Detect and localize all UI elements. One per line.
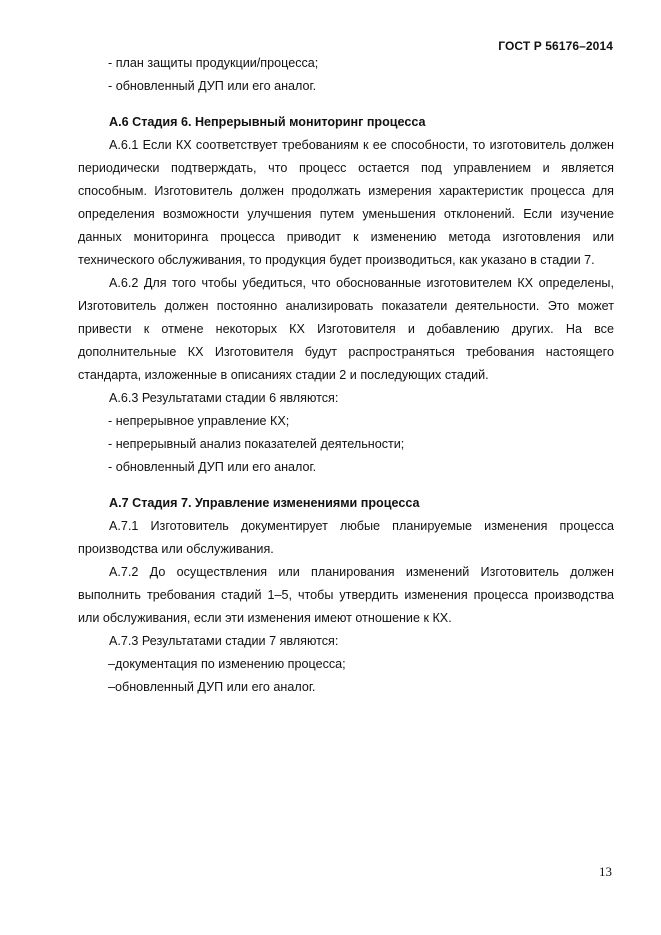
list-item: –документация по изменению процесса; (108, 657, 346, 671)
document-code: ГОСТ Р 56176–2014 (498, 39, 613, 53)
paragraph: А.6.1 Если КХ соответствует требованиям к ее способности, то изготовитель должен периодически подтверждать, что процесс остается под управлением и является способным. Изготовитель должен продолжать измерения характеристик процесса для определения возможности улучшения путем уменьшения отклонений. Если изучение данных мониторинга процесса приводит к изменению метода изготовления или технического обслуживания, то продукция будет производиться, как указано в стадии 7. (78, 138, 614, 267)
paragraph: А.7.3 Результатами стадии 7 являются: (109, 634, 339, 648)
paragraph: А.7.2 До осуществления или планирования изменений Изготовитель должен выполнить требования стадий 1–5, чтобы утвердить изменения процесса производства или обслуживания, если эти изменения имеют отношение к КХ. (78, 565, 614, 625)
paragraph: А.6.2 Для того чтобы убедиться, что обоснованные изготовителем КХ определены, Изготовитель должен постоянно анализировать показатели деятельности. Это может привести к отмене некоторых КХ Изготовителя и добавлению других. На все дополнительные КХ Изготовителя будут распространяться требования настоящего стандарта, изложенные в описаниях стадии 2 и последующих стадий. (78, 276, 614, 382)
paragraph: А.6.3 Результатами стадии 6 являются: (109, 391, 339, 405)
paragraph: А.7.1 Изготовитель документирует любые планируемые изменения процесса производства или обслуживания. (78, 519, 614, 556)
list-item: - план защиты продукции/процесса; (108, 56, 319, 70)
page-number: 13 (599, 864, 612, 879)
list-item: - непрерывный анализ показателей деятельности; (108, 437, 405, 451)
list-item: - обновленный ДУП или его аналог. (108, 79, 317, 93)
list-item: - непрерывное управление КХ; (108, 414, 290, 428)
section-heading: А.6 Стадия 6. Непрерывный мониторинг процесса (109, 115, 426, 129)
section-heading: А.7 Стадия 7. Управление изменениями процесса (109, 496, 420, 510)
list-item: - обновленный ДУП или его аналог. (108, 460, 317, 474)
list-item: –обновленный ДУП или его аналог. (108, 680, 316, 694)
page-content (78, 52, 614, 699)
